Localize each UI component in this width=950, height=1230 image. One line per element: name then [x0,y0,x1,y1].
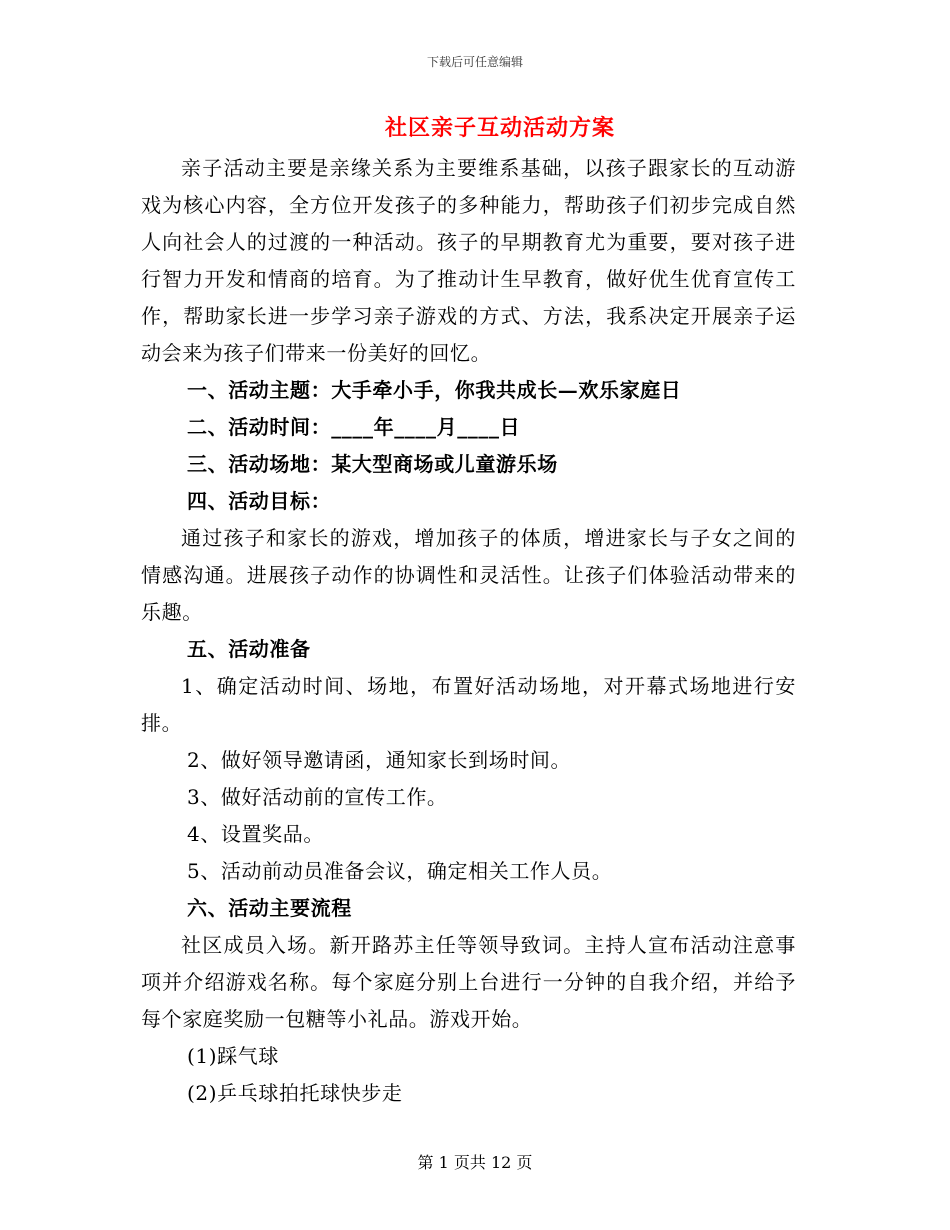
section-goals: 四、活动目标： [187,489,332,513]
prep-item-3: 3、做好活动前的宣传工作。 [187,785,448,809]
section-venue: 三、活动场地：某大型商场或儿童游乐场 [187,452,558,476]
flow-paragraph: 社区成员入场。新开路苏主任等领导致词。主持人宣布活动注意事项并介绍游戏名称。每个家庭分别上台进行一分钟的自我介绍，并给予每个家庭奖励一包糖等小礼品。游戏开始。 [141,933,796,1031]
section-flow: 六、活动主要流程 [187,896,352,920]
header-note: 下载后可任意编辑 [426,55,523,69]
prep-item-5: 5、活动前动员准备会议，确定相关工作人员。 [187,859,613,883]
section-time: 二、活动时间：____年____月____日 [187,415,521,439]
prep-item-4: 4、设置奖品。 [187,822,324,846]
page-footer: 第 1 页共 12 页 [417,1153,533,1172]
document-body [141,150,796,1112]
goals-paragraph: 通过孩子和家长的游戏，增加孩子的体质，增进家长与子女之间的情感沟通。进展孩子动作的协调性和灵活性。让孩子们体验活动带来的乐趣。 [141,526,796,624]
game-item-1: (1)踩气球 [187,1044,279,1068]
section-preparation: 五、活动准备 [187,637,311,661]
section-theme: 一、活动主题：大手牵小手，你我共成长—欢乐家庭日 [187,378,682,402]
game-item-2: (2)乒乓球拍托球快步走 [187,1081,403,1105]
prep-item-1: 1、确定活动时间、场地，布置好活动场地，对开幕式场地进行安排。 [141,674,796,735]
intro-paragraph: 亲子活动主要是亲缘关系为主要维系基础，以孩子跟家长的互动游戏为核心内容，全方位开发孩子的多种能力，帮助孩子们初步完成自然人向社会人的过渡的一种活动。孩子的早期教育尤为重要，要对孩子进行智力开发和情商的培育。为了推动计生早教育，做好优生优育宣传工作，帮助家长进一步学习亲子游戏的方式、方法，我系决定开展亲子运动会来为孩子们带来一份美好的回忆。 [141,156,796,365]
prep-item-2: 2、做好领导邀请函，通知家长到场时间。 [187,748,572,772]
document-title: 社区亲子互动活动方案 [384,115,615,141]
